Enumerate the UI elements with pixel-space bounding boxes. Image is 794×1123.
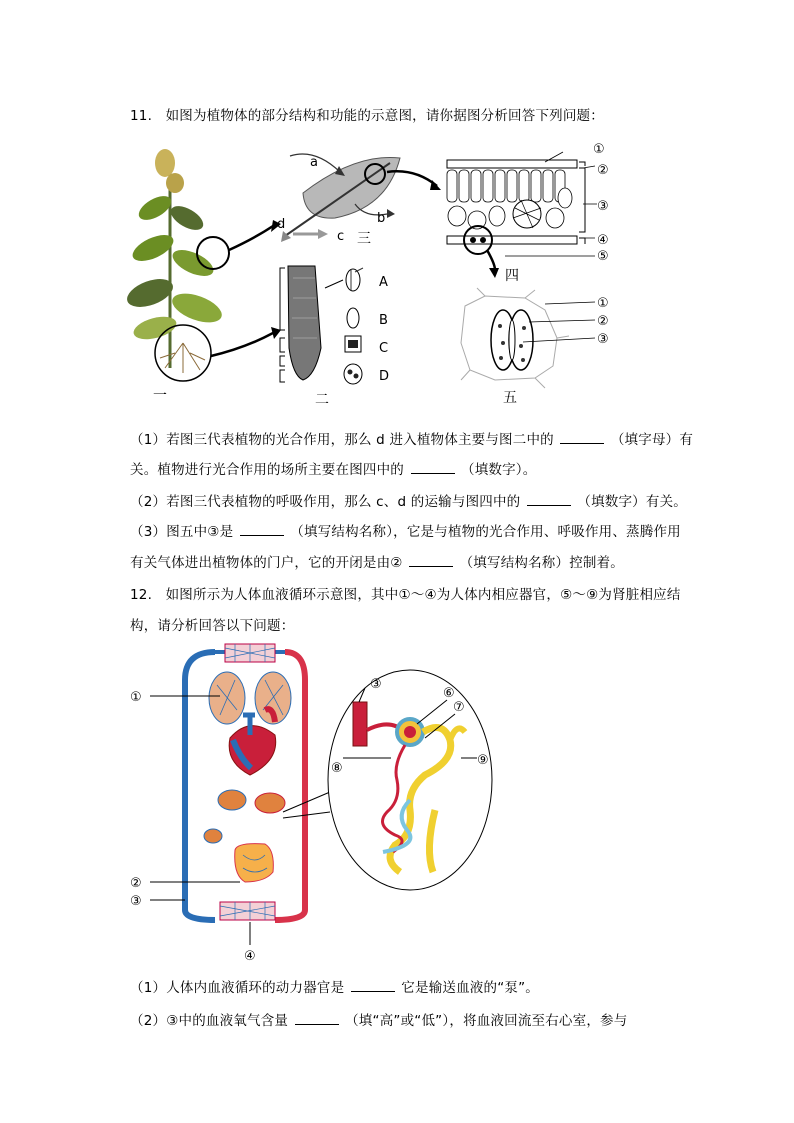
q11-sub1-text-b: （填字母）有 [610,432,694,448]
stoma-label-2: ② [597,314,609,329]
body-label-2: ② [130,876,142,891]
q11-sub3-text-a: （3）图五中③是 [130,524,234,540]
blood-circulation-figure [125,640,505,965]
root-label-c: C [379,341,389,356]
q11-sub1-text-a: （1）若图三代表植物的光合作用，那么 d 进入植物体主要与图二中的 [130,432,554,448]
body-label-3: ③ [130,894,142,909]
body-label-4: ④ [244,949,256,964]
q12-sub2-blank[interactable] [295,1012,339,1025]
q12-prompt-line2 [130,614,294,634]
q11-sub1-text-c: 关。植物进行光合作用的场所主要在图四中的 [130,462,404,478]
section-label-1: ① [593,142,605,157]
leaf-label-a: a [310,155,318,170]
q12-number: 12. [130,587,153,603]
root-label-b: B [379,313,388,328]
leaf-label-b: b [377,211,386,226]
q11-sub1-line1 [130,428,693,448]
panel-two-root-tip [280,266,389,408]
q11-sub3-text-d: （填写结构名称）控制着。 [459,555,625,571]
q11-sub3-blank-2[interactable] [409,554,453,567]
panel-label-5: 五 [503,390,517,406]
q11-sub1-blank-1[interactable] [560,431,604,444]
section-label-2: ② [597,163,609,178]
nephron-detail [328,670,492,890]
body-label-1: ① [130,690,142,705]
stoma-label-1: ① [597,296,609,311]
section-label-3: ③ [597,199,609,214]
q12-sub1-text-b: 它是输送血液的“泵”。 [401,980,539,996]
q12-prompt-text-2: 构，请分析回答以下问题： [130,618,295,634]
q11-number: 11. [130,108,153,124]
stoma-label-3: ③ [597,332,609,347]
leaf-label-c: c [337,229,345,244]
q11-sub2-text-b: （填数字）有关。 [577,494,687,510]
q12-prompt-line1 [130,583,681,603]
q11-sub2-text-a: （2）若图三代表植物的呼吸作用，那么 c、d 的运输与图四中的 [130,494,521,510]
kidney-label-9: ⑨ [477,753,489,768]
q12-prompt-text-1: 如图所示为人体血液循环示意图，其中①～④为人体内相应器官，⑤～⑨为肾脏相应结 [165,587,681,603]
panel-three-leaf [277,154,441,247]
panel-five-stoma [461,288,609,406]
q12-sub1-text-a: （1）人体内血液循环的动力器官是 [130,980,345,996]
root-label-d: D [379,369,390,384]
kidney-label-8: ⑧ [331,761,343,776]
root-label-a: A [379,275,388,290]
q12-sub2-text-b: （填“高”或“低”），将血液回流至右心室，参与 [345,1013,628,1029]
q12-sub2 [130,1009,627,1029]
leaf-label-d: d [277,217,286,232]
q11-sub3-line2 [130,551,624,571]
panel-one-plant [123,149,281,404]
q11-sub3-line1 [130,520,681,540]
q12-sub1 [130,976,539,996]
panel-label-2: 二 [315,392,329,408]
q11-sub2-blank[interactable] [527,493,571,506]
q12-sub1-blank[interactable] [351,979,395,992]
panel-label-1: 一 [153,388,167,404]
kidney-label-3: ③ [370,677,382,692]
body-circulation [130,644,330,964]
q11-sub3-text-c: 有关气体进出植物体的门户，它的开闭是由② [130,555,403,571]
panel-four-leaf-section [447,142,609,284]
q12-sub2-text-a: （2）③中的血液氧气含量 [130,1013,289,1029]
panel-label-4: 四 [505,268,519,284]
q11-sub3-text-b: （填写结构名称），它是与植物的光合作用、呼吸作用、蒸腾作用 [290,524,681,540]
section-label-4: ④ [597,233,609,248]
plant-structure-figure [125,138,609,410]
q11-sub1-blank-2[interactable] [411,461,455,474]
section-label-5: ⑤ [597,249,609,264]
q11-sub1-line2 [130,458,536,478]
panel-label-3: 三 [357,231,371,247]
q11-sub3-blank-1[interactable] [240,523,284,536]
kidney-label-6: ⑥ [443,686,455,701]
kidney-label-7: ⑦ [453,700,465,715]
q11-prompt [130,104,604,124]
q11-prompt-text: 如图为植物体的部分结构和功能的示意图，请你据图分析回答下列问题： [165,108,604,124]
q11-sub1-text-d: （填数字）。 [461,462,537,478]
q11-sub2 [130,490,687,510]
